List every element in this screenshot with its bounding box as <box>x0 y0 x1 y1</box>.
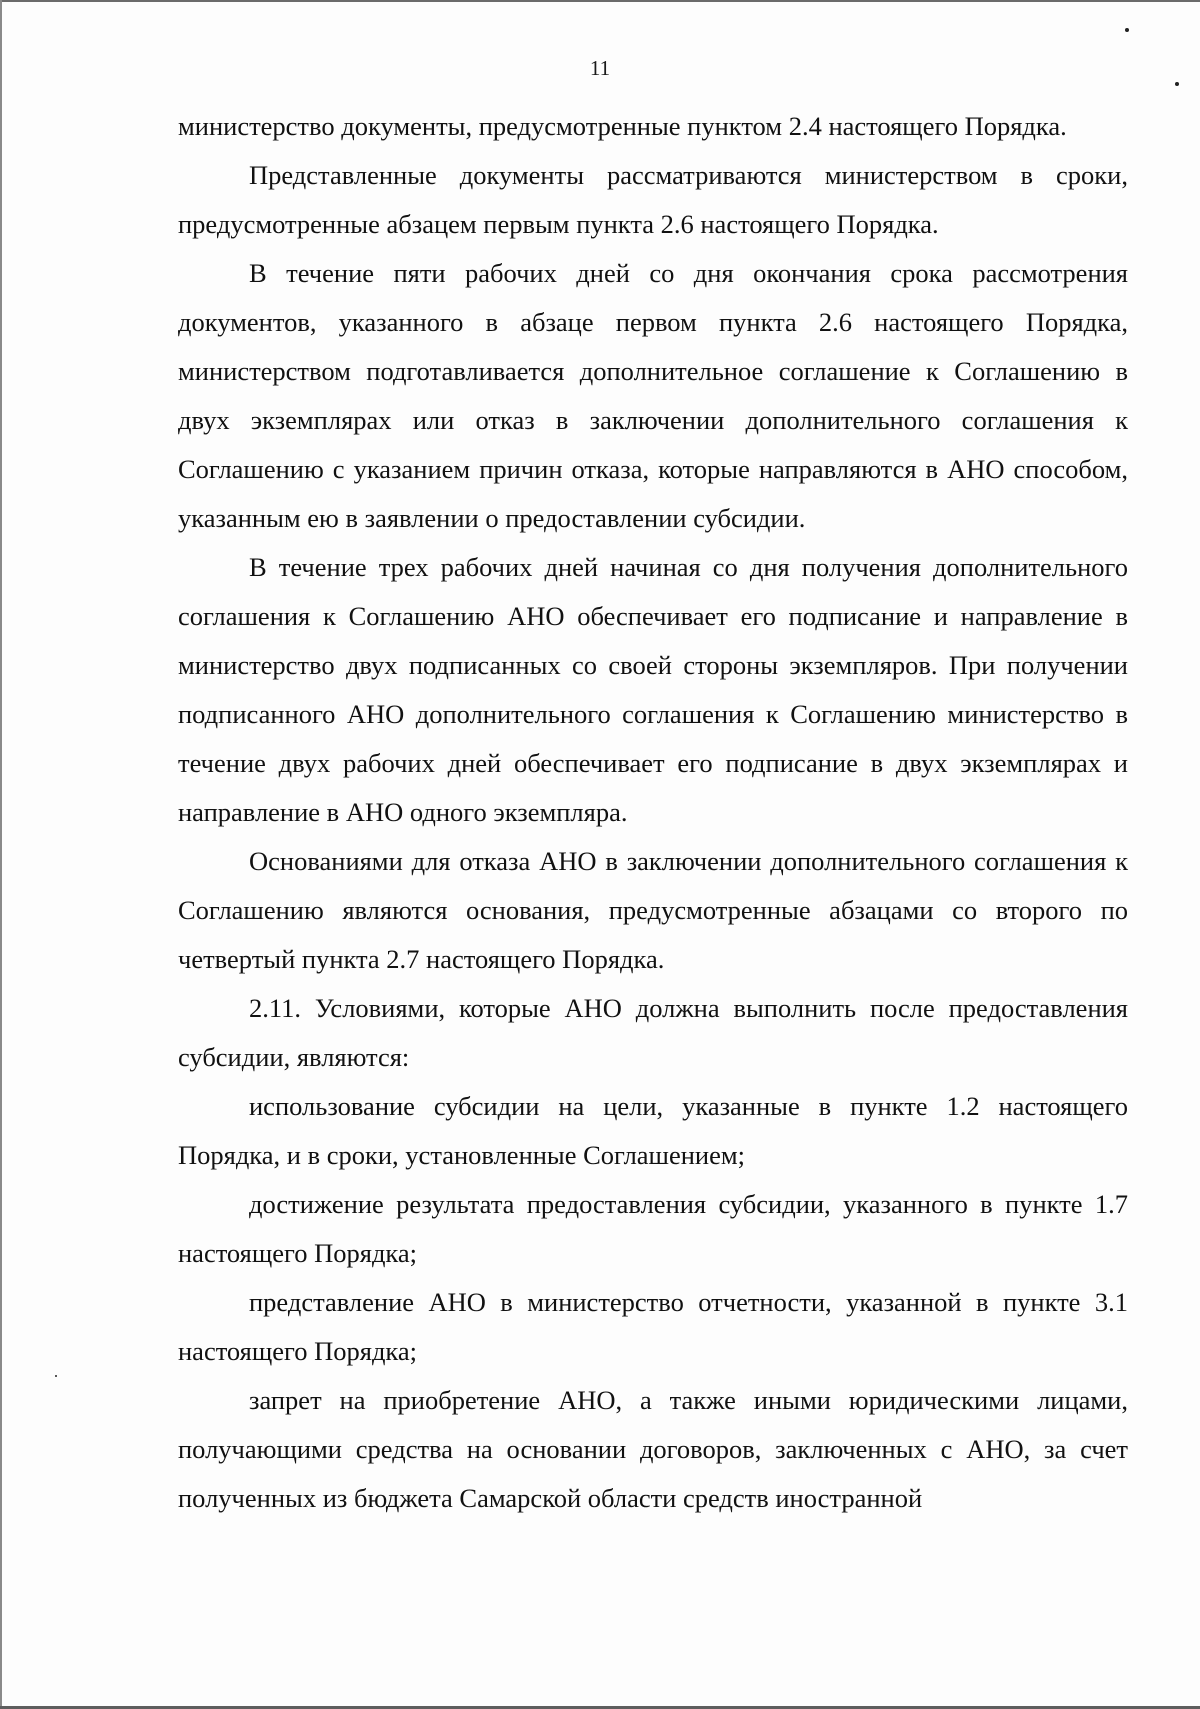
paragraph: Представленные документы рассматриваются министерством в сроки, предусмотренные абзацем первым пункта 2.6 настоящего Порядка. <box>178 160 1128 239</box>
paragraph: министерство документы, предусмотренные пунктом 2.4 настоящего Порядка. <box>178 111 1067 141</box>
scan-speck <box>1175 82 1179 86</box>
paragraph: использование субсидии на цели, указанные в пункте 1.2 настоящего Порядка, и в сроки, установленные Соглашением; <box>178 1091 1128 1170</box>
document-body <box>178 102 1128 1523</box>
paragraph: достижение результата предоставления субсидии, указанного в пункте 1.7 настоящего Порядка; <box>178 1189 1128 1268</box>
paragraph: В течение трех рабочих дней начиная со дня получения дополнительного соглашения к Соглашению АНО обеспечивает его подписание и направление в министерство двух подписанных со своей стороны экземпляров. При получении подписанного АНО дополнительного соглашения к Соглашению министерство в течение двух рабочих дней обеспечивает его подписание в двух экземплярах и направление в АНО одного экземпляра. <box>178 552 1128 827</box>
scan-speck <box>55 1375 57 1377</box>
paragraph: 2.11. Условиями, которые АНО должна выполнить после предоставления субсидии, являются: <box>178 993 1128 1072</box>
scan-speck <box>1125 28 1129 32</box>
paragraph: запрет на приобретение АНО, а также иными юридическими лицами, получающими средства на основании договоров, заключенных с АНО, за счет полученных из бюджета Самарской области средств иностранной <box>178 1385 1128 1513</box>
paragraph: В течение пяти рабочих дней со дня окончания срока рассмотрения документов, указанного в абзаце первом пункта 2.6 настоящего Порядка, министерством подготавливается дополнительное соглашение к Соглашению в двух экземплярах или отказ в заключении дополнительного соглашения к Соглашению с указанием причин отказа, которые направляются в АНО способом, указанным ею в заявлении о предоставлении субсидии. <box>178 258 1128 533</box>
page-number: 11 <box>589 56 611 80</box>
paragraph: представление АНО в министерство отчетности, указанной в пункте 3.1 настоящего Порядка; <box>178 1287 1128 1366</box>
scan-edge-left <box>0 0 2 1709</box>
scan-edge-top <box>0 0 1200 2</box>
paragraph: Основаниями для отказа АНО в заключении дополнительного соглашения к Соглашению являются основания, предусмотренные абзацами со второго по четвертый пункта 2.7 настоящего Порядка. <box>178 846 1128 974</box>
